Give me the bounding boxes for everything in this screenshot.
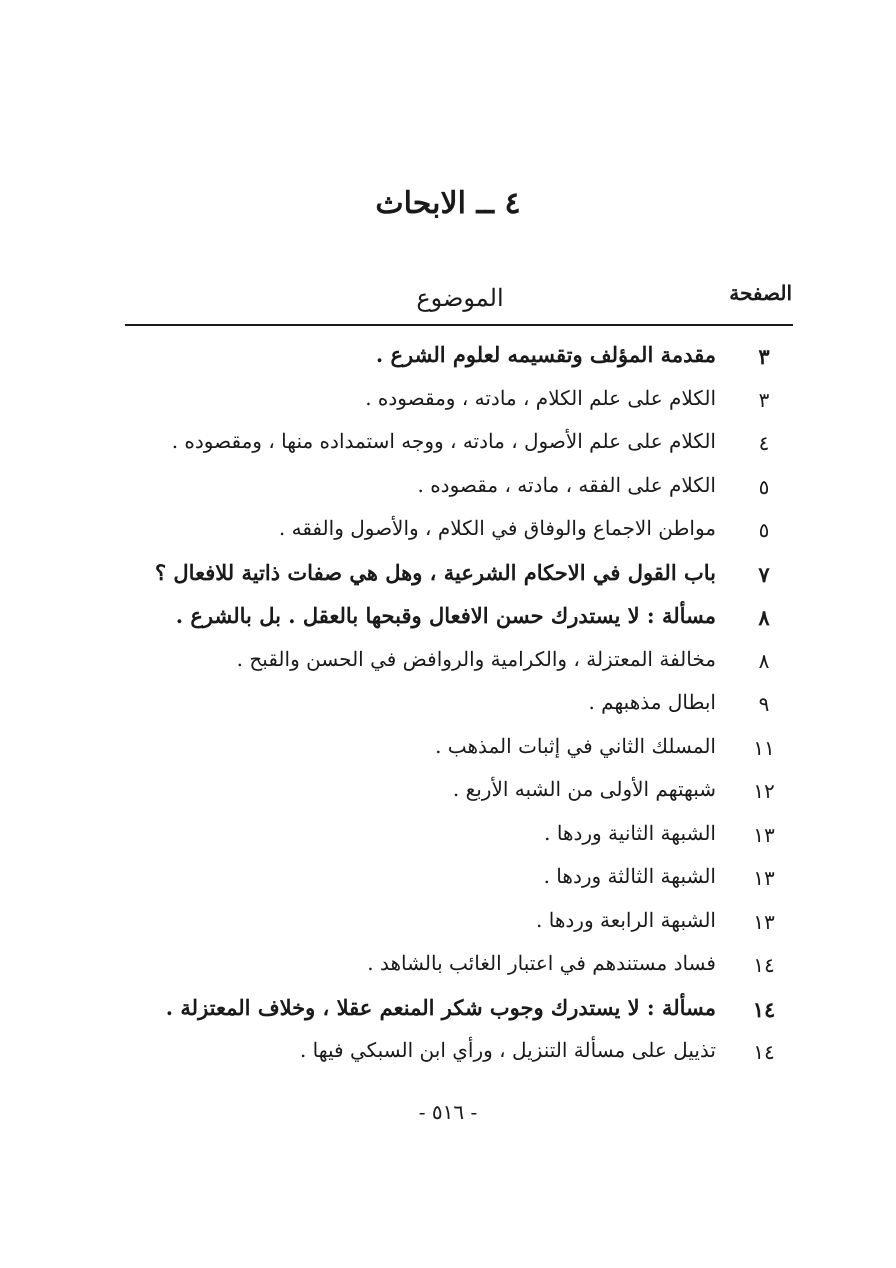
toc-page-number: ٤ — [758, 431, 770, 455]
toc-page-number: ٣ — [758, 387, 770, 412]
toc-row — [0, 945, 896, 989]
toc-topic: الشبهة الثانية وردها . — [544, 820, 716, 845]
toc-page-number: ١٤ — [753, 1040, 775, 1064]
toc-page-number: ١١ — [753, 735, 775, 760]
toc-topic: شبهتهم الأولى من الشبه الأربع . — [452, 777, 716, 801]
toc-page-number: ١٢ — [753, 779, 775, 803]
toc-page-number: ٧ — [758, 561, 770, 587]
toc-row — [0, 510, 896, 554]
toc-topic: الكلام على علم الأصول ، مادته ، ووجه استمداده منها ، ومقصوده . — [171, 429, 716, 453]
toc-topic: فساد مستندهم في اعتبار الغائب بالشاهد . — [367, 951, 716, 975]
toc-page-number: ٨ — [758, 648, 770, 673]
toc-row — [0, 554, 896, 598]
page-column-header: الصفحة — [729, 281, 792, 305]
toc-page-number: ٥ — [758, 518, 770, 542]
header-divider — [125, 324, 793, 326]
section-title: ٤ ــ الابحاث — [375, 186, 521, 221]
toc-row — [0, 423, 896, 467]
toc-row — [0, 771, 896, 815]
toc-row — [0, 989, 896, 1033]
toc-row — [0, 815, 896, 859]
toc-topic: مسألة : لا يستدرك حسن الافعال وقبحها بالعقل . بل بالشرع . — [175, 603, 716, 628]
toc-page-number: ١٣ — [753, 822, 775, 847]
toc-page-number: ١٣ — [753, 866, 775, 890]
toc-topic: الشبهة الرابعة وردها . — [536, 907, 716, 932]
page-number-footer: - ٥١٦ - — [418, 1100, 478, 1124]
toc-page-number: ٨ — [758, 605, 770, 630]
topic-column-header: الموضوع — [416, 284, 504, 312]
toc-page-number: ١٤ — [753, 953, 775, 977]
toc-list — [0, 336, 896, 1076]
toc-topic: الشبهة الثالثة وردها . — [543, 864, 716, 888]
toc-row — [0, 597, 896, 641]
toc-page-number: ٥ — [758, 474, 770, 499]
toc-row — [0, 1032, 896, 1076]
toc-page-number: ١٤ — [752, 996, 776, 1022]
toc-topic: مقدمة المؤلف وتقسيمه لعلوم الشرع . — [375, 342, 716, 367]
toc-row — [0, 336, 896, 380]
toc-topic: تذييل على مسألة التنزيل ، ورأي ابن السبكي فيها . — [299, 1038, 716, 1062]
toc-row — [0, 858, 896, 902]
toc-row — [0, 902, 896, 946]
toc-topic: مخالفة المعتزلة ، والكرامية والروافض في الحسن والقبح . — [236, 646, 716, 671]
toc-topic: مسألة : لا يستدرك وجوب شكر المنعم عقلا ، وخلاف المعتزلة . — [165, 994, 716, 1020]
toc-topic: باب القول في الاحكام الشرعية ، وهل هي صفات ذاتية للافعال ؟ — [154, 559, 716, 585]
toc-row — [0, 380, 896, 424]
toc-topic: الكلام على علم الكلام ، مادته ، ومقصوده . — [365, 385, 716, 410]
toc-page-number: ٣ — [758, 344, 770, 369]
toc-row — [0, 467, 896, 511]
toc-topic: المسلك الثاني في إثبات المذهب . — [435, 733, 716, 758]
toc-row — [0, 728, 896, 772]
toc-topic: مواطن الاجماع والوفاق في الكلام ، والأصول والفقه . — [278, 516, 716, 540]
toc-row — [0, 684, 896, 728]
toc-topic: الكلام على الفقه ، مادته ، مقصوده . — [417, 472, 716, 497]
toc-topic: ابطال مذهبهم . — [588, 690, 716, 714]
toc-page-number: ٩ — [758, 692, 770, 716]
toc-row — [0, 641, 896, 685]
toc-page-number: ١٣ — [753, 909, 775, 934]
